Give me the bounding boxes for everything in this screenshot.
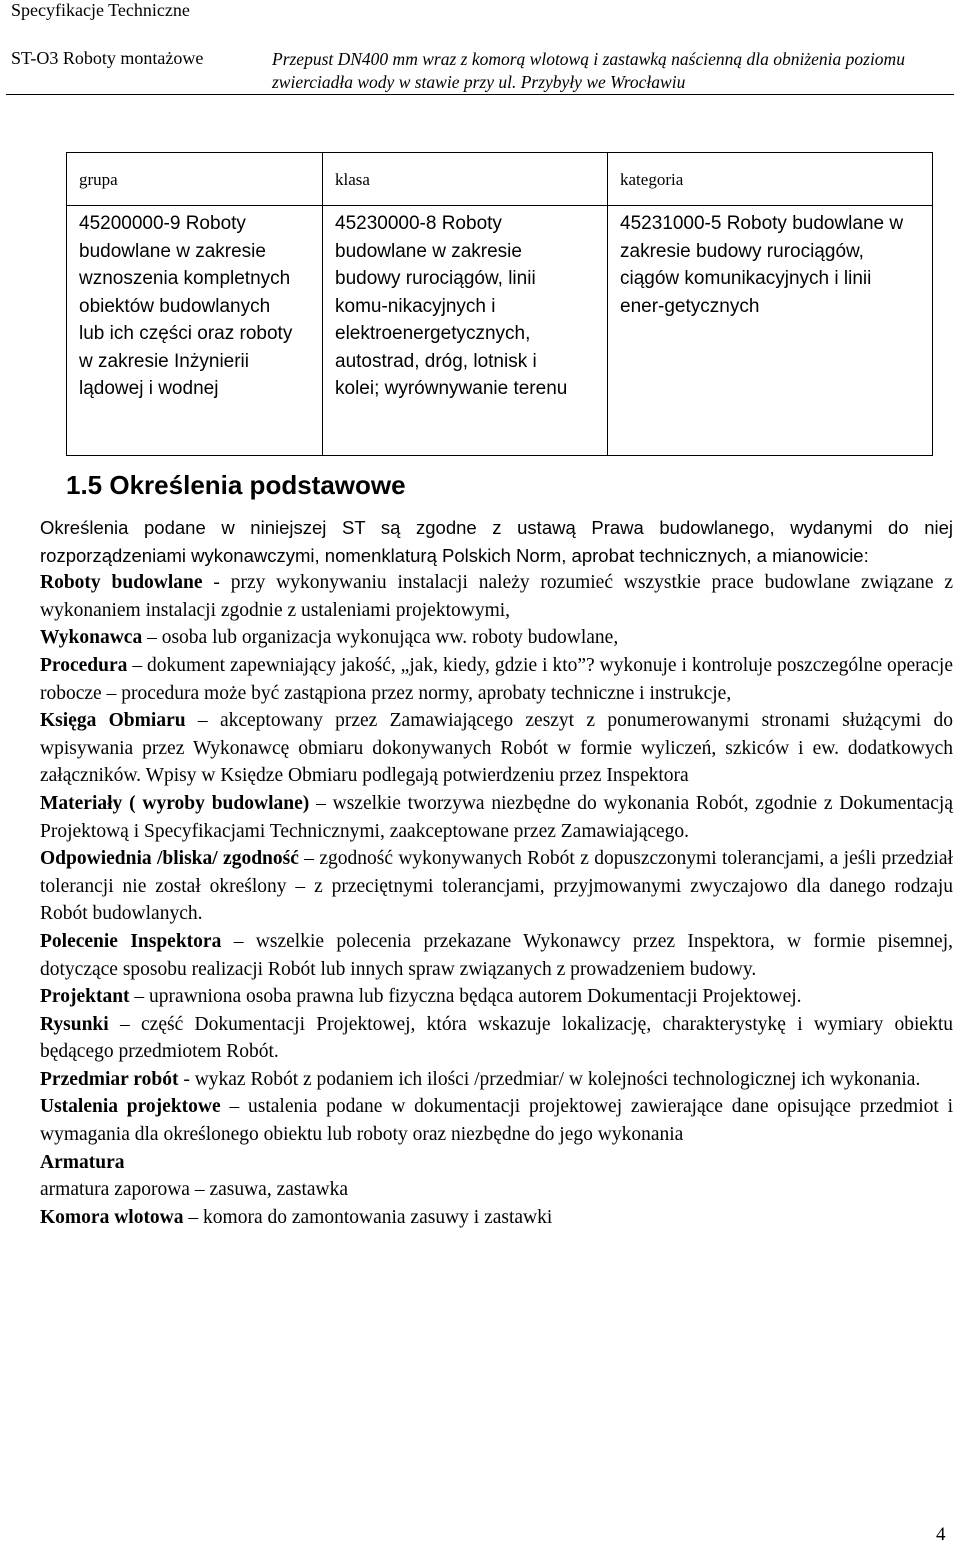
cpv-header-row [67, 153, 932, 206]
definition-item [40, 1204, 953, 1232]
definition-item [40, 790, 953, 845]
definition-item [40, 1011, 953, 1066]
column-divider [322, 153, 323, 455]
definition-term: Rysunki [40, 1013, 109, 1035]
definition-term: Materiały ( wyroby budowlane) [40, 792, 310, 814]
armatura-heading [40, 1149, 953, 1177]
definition-term: Przedmiar robót [40, 1068, 179, 1090]
header-category: kategoria [620, 170, 684, 189]
definition-text: – komora do zamontowania zasuwy i zastawki [183, 1206, 553, 1228]
definition-text: – osoba lub organizacja wykonująca ww. roboty budowlane, [142, 627, 619, 649]
definition-item [40, 1066, 953, 1094]
definition-item [40, 707, 953, 790]
header-group: grupa [79, 170, 118, 189]
header-divider [6, 94, 954, 95]
definition-term: Wykonawca [40, 627, 143, 649]
armatura-text: armatura zaporowa – zasuwa, zastawka [40, 1179, 349, 1201]
definition-text: - wykaz Robót z podaniem ich ilości /przedmiar/ w kolejności technologicznej ich wykonania. [178, 1068, 921, 1090]
column-divider [607, 153, 608, 455]
section-title: 1.5 Określenia podstawowe [66, 470, 406, 500]
definition-text: – dokument zapewniający jakość, „jak, kiedy, gdzie i kto”? wykonuje i kontroluje poszczególne operacje robocze – procedura może być zastąpiona przez normy, aprobaty techniczne i instrukcje, [40, 654, 953, 704]
definition-term: Polecenie Inspektora [40, 930, 222, 952]
definition-term: Projektant [40, 986, 130, 1008]
cell-class: 45230000-8 Roboty budowlane w zakresie budowy rurociągów, linii komu-nikacyjnych i elektroenergetycznych, autostrad, dróg, lotnisk i kolei; wyrównywanie terenu [335, 213, 568, 399]
definition-term: Roboty budowlane [40, 572, 203, 594]
doc-type-label: Specyfikacje Techniczne [11, 0, 190, 20]
definition-term: Komora wlotowa [40, 1206, 184, 1228]
definition-text: – zgodność wykonywanych Robót z dopuszczonymi tolerancjami, a jeśli przedział tolerancji nie został określony – z przeciętnymi tolerancjami, przyjmowanymi zwyczajowo dla danego rodzaju Robót budowlanych. [40, 848, 953, 925]
page-number: 4 [936, 1524, 946, 1545]
definition-item [40, 983, 953, 1011]
definition-item [40, 845, 953, 928]
definition-term: Odpowiednia /bliska/ zgodność [40, 848, 299, 870]
doc-subject: Przepust DN400 mm wraz z komorą wlotową i zastawką naścienną dla obniżenia poziomu zwierciadła wody w stawie przy ul. Przybyły we Wrocławiu [272, 49, 905, 92]
definition-item [40, 1093, 953, 1148]
cpv-table [66, 152, 933, 456]
definition-item [40, 624, 953, 652]
definition-text: - przy wykonywaniu instalacji należy rozumieć wszystkie prace budowlane związane z wykonaniem instalacji zgodnie z ustaleniami projektowymi, [40, 572, 953, 621]
definition-text: – uprawniona osoba prawna lub fizyczna będąca autorem Dokumentacji Projektowej. [129, 986, 802, 1008]
armatura-term: Armatura [40, 1151, 125, 1173]
definition-item [40, 652, 953, 707]
definition-term: Procedura [40, 654, 128, 676]
definition-text: – wszelkie tworzywa niezbędne do wykonania Robót, zgodnie z Dokumentacją Projektową i Specyfikacjami Technicznymi, zaakceptowane przez Zamawiającego. [40, 792, 954, 842]
definition-item [40, 928, 953, 983]
definition-text: – ustalenia podane w dokumentacji projektowej zawierające dane opisujące przedmiot i wymagania dla określonego obiektu lub roboty oraz niezbędne do jego wykonania [40, 1096, 953, 1146]
definition-term: Ustalenia projektowe [40, 1096, 221, 1118]
definition-text: – część Dokumentacji Projektowej, która wskazuje lokalizację, charakterystykę i wymiary obiektu będącego przedmiotem Robót. [40, 1013, 953, 1063]
intro-paragraph: Określenia podane w niniejszej ST są zgodne z ustawą Prawa budowlanego, wydanymi do niej rozporządzeniami wykonawczymi, nomenklaturą Polskich Norm, aprobat technicznych, a mianowicie: [40, 517, 953, 566]
definition-term: Księga Obmiaru [40, 710, 186, 732]
cell-category: 45231000-5 Roboty budowlane w zakresie budowy rurociągów, ciągów komunikacyjnych i linii ener-getycznych [620, 213, 904, 317]
cell-group: 45200000-9 Roboty budowlane w zakresie wznoszenia kompletnych obiektów budowlanych lub ich części oraz roboty w zakresie Inżynierii lądowej i wodnej [79, 213, 293, 399]
definition-item [40, 569, 953, 624]
header-class: klasa [335, 170, 370, 189]
definition-text: – wszelkie polecenia przekazane Wykonawcy przez Inspektora, w formie pisemnej, dotyczące sposobu realizacji Robót lub innych spraw związanych z prowadzeniem budowy. [40, 930, 953, 980]
doc-code-label: ST-O3 Roboty montażowe [11, 48, 204, 68]
definition-text: – akceptowany przez Zamawiającego zeszyt z ponumerowanymi stronami służącymi do wpisywania przez Wykonawcę obmiaru dokonywanych Robót w formie wyliczeń, szkiców i ew. dodatkowych załączników. Wpisy w Księdze Obmiaru podlegają potwierdzeniu przez Inspektora [40, 710, 953, 787]
definitions-body [40, 514, 953, 1231]
